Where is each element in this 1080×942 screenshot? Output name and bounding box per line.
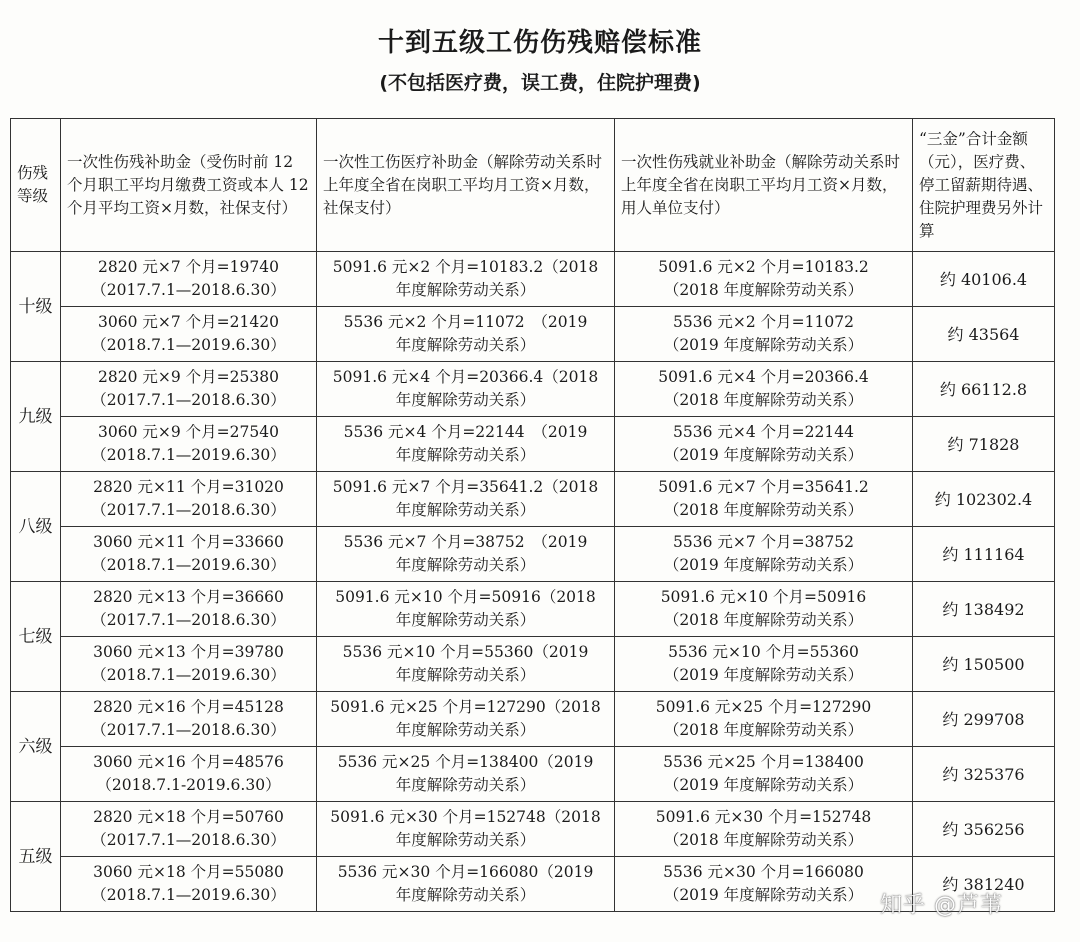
cell-line-period: （2018 年度解除劳动关系） — [663, 501, 864, 519]
employment-subsidy-cell — [615, 307, 913, 362]
cell-line-formula: 3060 元×9 个月=27540 — [98, 423, 279, 441]
compensation-table — [10, 118, 1055, 912]
cell-line-period: （2018 年度解除劳动关系） — [663, 611, 864, 629]
cell-line-period: （2018.7.1—2019.6.30） — [91, 446, 286, 464]
one-time-subsidy-cell — [61, 252, 317, 307]
cell-line-period: 年度解除劳动关系） — [395, 501, 536, 519]
cell-line-period: （2019 年度解除劳动关系） — [663, 336, 864, 354]
cell-line-period: 年度解除劳动关系） — [395, 666, 536, 684]
cell-line-period: （2018.7.1—2019.6.30） — [91, 556, 286, 574]
total-cell: 约 111164 — [913, 527, 1055, 582]
cell-line-formula: 5536 元×4 个月=22144 （2019 — [343, 423, 588, 441]
medical-subsidy-cell — [317, 252, 615, 307]
one-time-subsidy-cell — [61, 582, 317, 637]
cell-line-formula: 2820 元×11 个月=31020 — [93, 478, 284, 496]
total-cell: 约 40106.4 — [913, 252, 1055, 307]
total-cell: 约 150500 — [913, 637, 1055, 692]
cell-line-period: （2019 年度解除劳动关系） — [663, 556, 864, 574]
watermark: 知乎 @芦苇 — [880, 893, 1003, 918]
medical-subsidy-cell — [317, 362, 615, 417]
grade-cell: 六级 — [11, 692, 61, 802]
cell-line-formula: 5091.6 元×7 个月=35641.2 — [658, 478, 869, 496]
medical-subsidy-cell — [317, 527, 615, 582]
cell-line-period: 年度解除劳动关系） — [395, 886, 536, 904]
cell-line-period: （2018 年度解除劳动关系） — [663, 831, 864, 849]
one-time-subsidy-cell — [61, 527, 317, 582]
table-row — [11, 252, 1055, 307]
cell-line-formula: 5091.6 元×10 个月=50916（2018 — [335, 588, 596, 606]
cell-line-formula: 2820 元×16 个月=45128 — [93, 698, 284, 716]
one-time-subsidy-cell — [61, 637, 317, 692]
grade-cell: 九级 — [11, 362, 61, 472]
grade-cell: 五级 — [11, 802, 61, 912]
medical-subsidy-cell — [317, 692, 615, 747]
cell-line-period: （2018 年度解除劳动关系） — [663, 281, 864, 299]
header-employment-subsidy: 一次性伤残就业补助金（解除劳动关系时上年度全省在岗职工平均月工资×月数，用人单位支付） — [615, 119, 913, 252]
grade-cell: 七级 — [11, 582, 61, 692]
grade-cell: 十级 — [11, 252, 61, 362]
cell-line-formula: 5536 元×4 个月=22144 — [673, 423, 854, 441]
cell-line-period: 年度解除劳动关系） — [395, 446, 536, 464]
cell-line-period: （2019 年度解除劳动关系） — [663, 666, 864, 684]
one-time-subsidy-cell — [61, 362, 317, 417]
table-row — [11, 747, 1055, 802]
cell-line-period: （2017.7.1—2018.6.30） — [91, 831, 286, 849]
cell-line-formula: 5536 元×30 个月=166080 — [663, 863, 864, 881]
medical-subsidy-cell — [317, 857, 615, 912]
cell-line-period: 年度解除劳动关系） — [395, 721, 536, 739]
employment-subsidy-cell — [615, 857, 913, 912]
medical-subsidy-cell — [317, 472, 615, 527]
cell-line-period: （2018 年度解除劳动关系） — [663, 721, 864, 739]
table-row — [11, 527, 1055, 582]
employment-subsidy-cell — [615, 802, 913, 857]
medical-subsidy-cell — [317, 802, 615, 857]
cell-line-period: （2019 年度解除劳动关系） — [663, 446, 864, 464]
cell-line-period: 年度解除劳动关系） — [395, 336, 536, 354]
total-cell: 约 381240 — [913, 857, 1055, 912]
page-title: 十到五级工伤伤残赔偿标准 — [377, 28, 702, 58]
cell-line-formula: 3060 元×16 个月=48576 — [93, 753, 284, 771]
cell-line-period: （2017.7.1—2018.6.30） — [91, 501, 286, 519]
cell-line-formula: 5091.6 元×4 个月=20366.4（2018 — [332, 368, 599, 386]
cell-line-period: 年度解除劳动关系） — [395, 611, 536, 629]
total-cell: 约 71828 — [913, 417, 1055, 472]
total-cell: 约 66112.8 — [913, 362, 1055, 417]
employment-subsidy-cell — [615, 362, 913, 417]
cell-line-period: （2019 年度解除劳动关系） — [663, 776, 864, 794]
cell-line-period: （2017.7.1—2018.6.30） — [91, 721, 286, 739]
table-header-row — [11, 119, 1055, 252]
cell-line-period: （2019 年度解除劳动关系） — [663, 886, 864, 904]
employment-subsidy-cell — [615, 747, 913, 802]
cell-line-formula: 2820 元×13 个月=36660 — [93, 588, 284, 606]
total-cell: 约 138492 — [913, 582, 1055, 637]
cell-line-formula: 5536 元×25 个月=138400 — [663, 753, 864, 771]
cell-line-formula: 5536 元×2 个月=11072 （2019 — [343, 313, 588, 331]
one-time-subsidy-cell — [61, 307, 317, 362]
total-cell: 约 299708 — [913, 692, 1055, 747]
cell-line-period: （2018.7.1—2019.6.30） — [91, 886, 286, 904]
cell-line-formula: 5091.6 元×25 个月=127290 — [655, 698, 872, 716]
cell-line-formula: 2820 元×9 个月=25380 — [98, 368, 279, 386]
cell-line-period: （2018 年度解除劳动关系） — [663, 391, 864, 409]
cell-line-formula: 5536 元×7 个月=38752 — [673, 533, 854, 551]
cell-line-formula: 3060 元×11 个月=33660 — [93, 533, 284, 551]
cell-line-formula: 5536 元×2 个月=11072 — [673, 313, 854, 331]
grade-cell: 八级 — [11, 472, 61, 582]
cell-line-formula: 5091.6 元×30 个月=152748（2018 — [330, 808, 601, 826]
total-cell: 约 102302.4 — [913, 472, 1055, 527]
employment-subsidy-cell — [615, 582, 913, 637]
table-row — [11, 637, 1055, 692]
cell-line-formula: 5536 元×7 个月=38752 （2019 — [343, 533, 588, 551]
table-body — [11, 252, 1055, 912]
cell-line-formula: 5091.6 元×2 个月=10183.2 — [658, 258, 869, 276]
one-time-subsidy-cell — [61, 472, 317, 527]
cell-line-period: 年度解除劳动关系） — [395, 391, 536, 409]
cell-line-period: （2017.7.1—2018.6.30） — [91, 391, 286, 409]
total-cell: 约 356256 — [913, 802, 1055, 857]
header-one-time-subsidy: 一次性伤残补助金（受伤时前 12 个月职工平均月缴费工资或本人 12 个月平均工资×月数，社保支付） — [61, 119, 317, 252]
one-time-subsidy-cell — [61, 692, 317, 747]
cell-line-period: （2017.7.1—2018.6.30） — [91, 611, 286, 629]
table-row — [11, 472, 1055, 527]
table-row — [11, 692, 1055, 747]
header-medical-subsidy: 一次性工伤医疗补助金（解除劳动关系时上年度全省在岗职工平均月工资×月数，社保支付） — [317, 119, 615, 252]
employment-subsidy-cell — [615, 527, 913, 582]
total-cell: 约 325376 — [913, 747, 1055, 802]
employment-subsidy-cell — [615, 637, 913, 692]
cell-line-period: 年度解除劳动关系） — [395, 831, 536, 849]
table-row — [11, 802, 1055, 857]
employment-subsidy-cell — [615, 692, 913, 747]
cell-line-formula: 3060 元×18 个月=55080 — [93, 863, 284, 881]
table-row — [11, 307, 1055, 362]
cell-line-formula: 3060 元×7 个月=21420 — [98, 313, 279, 331]
one-time-subsidy-cell — [61, 802, 317, 857]
table-row — [11, 582, 1055, 637]
cell-line-formula: 3060 元×13 个月=39780 — [93, 643, 284, 661]
cell-line-period: （2017.7.1—2018.6.30） — [91, 281, 286, 299]
medical-subsidy-cell — [317, 417, 615, 472]
one-time-subsidy-cell — [61, 747, 317, 802]
cell-line-formula: 5536 元×30 个月=166080（2019 — [337, 863, 594, 881]
medical-subsidy-cell — [317, 637, 615, 692]
table-row — [11, 362, 1055, 417]
cell-line-formula: 5091.6 元×4 个月=20366.4 — [658, 368, 869, 386]
cell-line-period: 年度解除劳动关系） — [395, 556, 536, 574]
cell-line-formula: 5091.6 元×2 个月=10183.2（2018 — [332, 258, 599, 276]
header-grade: 伤残等级 — [11, 119, 61, 252]
cell-line-formula: 5091.6 元×25 个月=127290（2018 — [330, 698, 601, 716]
total-cell: 约 43564 — [913, 307, 1055, 362]
cell-line-period: 年度解除劳动关系） — [395, 281, 536, 299]
cell-line-period: （2018.7.1—2019.6.30） — [91, 666, 286, 684]
medical-subsidy-cell — [317, 582, 615, 637]
medical-subsidy-cell — [317, 747, 615, 802]
cell-line-formula: 5536 元×25 个月=138400（2019 — [337, 753, 594, 771]
cell-line-formula: 5536 元×10 个月=55360（2019 — [342, 643, 589, 661]
cell-line-period: （2018.7.1—2019.6.30） — [91, 336, 286, 354]
cell-line-period: （2018.7.1-2019.6.30） — [96, 776, 281, 794]
cell-line-formula: 2820 元×7 个月=19740 — [98, 258, 279, 276]
cell-line-formula: 5536 元×10 个月=55360 — [668, 643, 859, 661]
medical-subsidy-cell — [317, 307, 615, 362]
cell-line-period: 年度解除劳动关系） — [395, 776, 536, 794]
employment-subsidy-cell — [615, 472, 913, 527]
employment-subsidy-cell — [615, 252, 913, 307]
cell-line-formula: 5091.6 元×7 个月=35641.2（2018 — [332, 478, 599, 496]
header-total: “三金”合计金额（元），医疗费、停工留薪期待遇、住院护理费另外计算 — [913, 119, 1055, 252]
one-time-subsidy-cell — [61, 857, 317, 912]
employment-subsidy-cell — [615, 417, 913, 472]
table-row — [11, 417, 1055, 472]
cell-line-formula: 5091.6 元×30 个月=152748 — [655, 808, 872, 826]
cell-line-formula: 5091.6 元×10 个月=50916 — [660, 588, 867, 606]
cell-line-formula: 2820 元×18 个月=50760 — [93, 808, 284, 826]
page-subtitle: (不包括医疗费，误工费，住院护理费) — [379, 72, 701, 94]
one-time-subsidy-cell — [61, 417, 317, 472]
